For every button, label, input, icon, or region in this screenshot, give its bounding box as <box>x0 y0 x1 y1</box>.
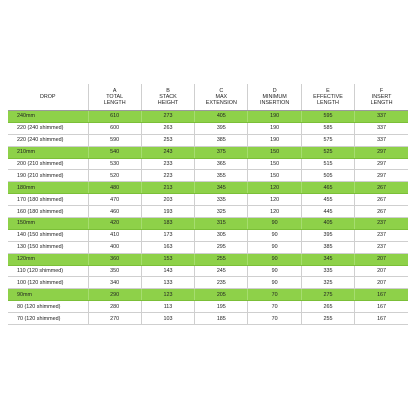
drop-cell: 210mm <box>8 146 88 158</box>
table-body <box>8 111 408 325</box>
column-header-stack-height <box>141 84 194 111</box>
column-header-line: A <box>112 88 117 94</box>
value-cell-insert-length: 207 <box>355 277 408 289</box>
table-row <box>8 194 408 206</box>
value-cell-effective-length: 465 <box>301 182 354 194</box>
value-cell-insert-length: 237 <box>355 229 408 241</box>
table-row <box>8 122 408 134</box>
value-cell-minimum-insertion: 150 <box>248 170 301 182</box>
value-cell-stack-height: 183 <box>141 218 194 230</box>
drop-cell: 240mm <box>8 111 88 123</box>
value-cell-stack-height: 103 <box>141 313 194 325</box>
table-row <box>8 301 408 313</box>
value-cell-max-extension: 205 <box>195 289 248 301</box>
value-cell-stack-height: 253 <box>141 134 194 146</box>
value-cell-insert-length: 267 <box>355 182 408 194</box>
drop-cell: 190 (210 shimmed) <box>8 170 88 182</box>
value-cell-total-length: 480 <box>88 182 141 194</box>
value-cell-effective-length: 255 <box>301 313 354 325</box>
value-cell-stack-height: 263 <box>141 122 194 134</box>
drop-cell: 100 (120 shimmed) <box>8 277 88 289</box>
value-cell-stack-height: 153 <box>141 253 194 265</box>
value-cell-max-extension: 305 <box>195 229 248 241</box>
drop-cell: 160 (180 shimmed) <box>8 206 88 218</box>
table-row <box>8 277 408 289</box>
value-cell-minimum-insertion: 120 <box>248 206 301 218</box>
column-header-drop <box>8 84 88 111</box>
column-header-insert-length <box>355 84 408 111</box>
value-cell-stack-height: 163 <box>141 241 194 253</box>
table-row <box>8 241 408 253</box>
value-cell-stack-height: 273 <box>141 111 194 123</box>
dropper-size-table <box>8 84 408 325</box>
value-cell-total-length: 270 <box>88 313 141 325</box>
value-cell-minimum-insertion: 190 <box>248 122 301 134</box>
column-header-line: DROP <box>39 94 56 100</box>
column-header-line: D <box>272 88 277 94</box>
value-cell-stack-height: 243 <box>141 146 194 158</box>
value-cell-total-length: 290 <box>88 289 141 301</box>
value-cell-max-extension: 335 <box>195 194 248 206</box>
column-header-line: HEIGHT <box>157 100 179 106</box>
drop-cell: 140 (150 shimmed) <box>8 229 88 241</box>
value-cell-stack-height: 213 <box>141 182 194 194</box>
value-cell-total-length: 280 <box>88 301 141 313</box>
value-cell-total-length: 460 <box>88 206 141 218</box>
value-cell-total-length: 470 <box>88 194 141 206</box>
value-cell-total-length: 400 <box>88 241 141 253</box>
value-cell-minimum-insertion: 190 <box>248 111 301 123</box>
value-cell-stack-height: 203 <box>141 194 194 206</box>
value-cell-effective-length: 275 <box>301 289 354 301</box>
value-cell-effective-length: 515 <box>301 158 354 170</box>
value-cell-total-length: 590 <box>88 134 141 146</box>
value-cell-stack-height: 113 <box>141 301 194 313</box>
drop-cell: 70 (120 shimmed) <box>8 313 88 325</box>
value-cell-effective-length: 405 <box>301 218 354 230</box>
value-cell-minimum-insertion: 90 <box>248 218 301 230</box>
table-header <box>8 84 408 111</box>
value-cell-insert-length: 337 <box>355 122 408 134</box>
value-cell-max-extension: 195 <box>195 301 248 313</box>
column-header-line: TOTAL <box>106 94 124 100</box>
value-cell-total-length: 360 <box>88 253 141 265</box>
value-cell-total-length: 410 <box>88 229 141 241</box>
column-header-line: STACK <box>159 94 177 100</box>
value-cell-total-length: 610 <box>88 111 141 123</box>
column-header-line: B <box>166 88 170 94</box>
value-cell-minimum-insertion: 70 <box>248 289 301 301</box>
column-header-max-extension <box>195 84 248 111</box>
value-cell-max-extension: 295 <box>195 241 248 253</box>
table-row-group <box>8 289 408 301</box>
value-cell-max-extension: 185 <box>195 313 248 325</box>
drop-cell: 120mm <box>8 253 88 265</box>
value-cell-minimum-insertion: 70 <box>248 313 301 325</box>
value-cell-insert-length: 297 <box>355 170 408 182</box>
value-cell-insert-length: 237 <box>355 241 408 253</box>
value-cell-minimum-insertion: 190 <box>248 134 301 146</box>
value-cell-effective-length: 595 <box>301 111 354 123</box>
value-cell-minimum-insertion: 90 <box>248 253 301 265</box>
value-cell-minimum-insertion: 70 <box>248 301 301 313</box>
value-cell-insert-length: 167 <box>355 313 408 325</box>
table-row-group <box>8 111 408 123</box>
value-cell-total-length: 520 <box>88 170 141 182</box>
value-cell-insert-length: 167 <box>355 289 408 301</box>
value-cell-total-length: 600 <box>88 122 141 134</box>
value-cell-minimum-insertion: 90 <box>248 265 301 277</box>
value-cell-max-extension: 385 <box>195 134 248 146</box>
value-cell-max-extension: 235 <box>195 277 248 289</box>
column-header-effective-length <box>301 84 354 111</box>
table-row <box>8 134 408 146</box>
value-cell-max-extension: 325 <box>195 206 248 218</box>
table-row <box>8 158 408 170</box>
column-header-minimum-insertion <box>248 84 301 111</box>
drop-cell: 90mm <box>8 289 88 301</box>
value-cell-stack-height: 173 <box>141 229 194 241</box>
header-row <box>8 84 408 111</box>
value-cell-stack-height: 133 <box>141 277 194 289</box>
column-header-line: INSERTION <box>260 100 290 106</box>
column-header-line: E <box>326 88 330 94</box>
drop-cell: 220 (240 shimmed) <box>8 122 88 134</box>
column-header-line: EFFECTIVE <box>313 94 343 100</box>
value-cell-effective-length: 325 <box>301 277 354 289</box>
column-header-total-length <box>88 84 141 111</box>
value-cell-max-extension: 365 <box>195 158 248 170</box>
value-cell-insert-length: 237 <box>355 218 408 230</box>
table-row <box>8 206 408 218</box>
value-cell-effective-length: 585 <box>301 122 354 134</box>
value-cell-effective-length: 525 <box>301 146 354 158</box>
value-cell-effective-length: 505 <box>301 170 354 182</box>
value-cell-total-length: 420 <box>88 218 141 230</box>
value-cell-insert-length: 167 <box>355 301 408 313</box>
drop-cell: 220 (240 shimmed) <box>8 134 88 146</box>
column-header-line: MINIMUM <box>262 94 287 100</box>
column-header-line: C <box>219 88 224 94</box>
value-cell-minimum-insertion: 90 <box>248 241 301 253</box>
table-row <box>8 313 408 325</box>
drop-cell: 110 (120 shimmed) <box>8 265 88 277</box>
value-cell-max-extension: 405 <box>195 111 248 123</box>
value-cell-total-length: 530 <box>88 158 141 170</box>
value-cell-minimum-insertion: 150 <box>248 158 301 170</box>
value-cell-stack-height: 143 <box>141 265 194 277</box>
drop-cell: 130 (150 shimmed) <box>8 241 88 253</box>
column-header-line: F <box>379 88 384 94</box>
value-cell-minimum-insertion: 120 <box>248 182 301 194</box>
value-cell-insert-length: 207 <box>355 253 408 265</box>
value-cell-max-extension: 245 <box>195 265 248 277</box>
value-cell-insert-length: 297 <box>355 146 408 158</box>
table-row <box>8 229 408 241</box>
dropper-size-table-container <box>8 84 408 325</box>
value-cell-max-extension: 355 <box>195 170 248 182</box>
value-cell-insert-length: 297 <box>355 158 408 170</box>
value-cell-max-extension: 395 <box>195 122 248 134</box>
value-cell-max-extension: 315 <box>195 218 248 230</box>
drop-cell: 180mm <box>8 182 88 194</box>
value-cell-insert-length: 267 <box>355 206 408 218</box>
drop-cell: 80 (120 shimmed) <box>8 301 88 313</box>
column-header-line: LENGTH <box>370 100 393 106</box>
column-header-line: LENGTH <box>103 100 126 106</box>
value-cell-effective-length: 345 <box>301 253 354 265</box>
value-cell-minimum-insertion: 150 <box>248 146 301 158</box>
value-cell-stack-height: 223 <box>141 170 194 182</box>
table-row-group <box>8 182 408 194</box>
value-cell-insert-length: 267 <box>355 194 408 206</box>
value-cell-effective-length: 265 <box>301 301 354 313</box>
column-header-line: INSERT <box>371 94 392 100</box>
value-cell-effective-length: 575 <box>301 134 354 146</box>
value-cell-minimum-insertion: 90 <box>248 229 301 241</box>
value-cell-minimum-insertion: 120 <box>248 194 301 206</box>
value-cell-minimum-insertion: 90 <box>248 277 301 289</box>
column-header-line: EXTENSION <box>205 100 237 106</box>
column-header-line: LENGTH <box>317 100 339 106</box>
drop-cell: 150mm <box>8 218 88 230</box>
value-cell-effective-length: 445 <box>301 206 354 218</box>
table-row <box>8 265 408 277</box>
value-cell-effective-length: 385 <box>301 241 354 253</box>
value-cell-effective-length: 395 <box>301 229 354 241</box>
value-cell-max-extension: 375 <box>195 146 248 158</box>
value-cell-insert-length: 337 <box>355 111 408 123</box>
value-cell-total-length: 540 <box>88 146 141 158</box>
value-cell-insert-length: 207 <box>355 265 408 277</box>
table-row-group <box>8 146 408 158</box>
value-cell-effective-length: 455 <box>301 194 354 206</box>
value-cell-effective-length: 335 <box>301 265 354 277</box>
value-cell-total-length: 350 <box>88 265 141 277</box>
value-cell-insert-length: 337 <box>355 134 408 146</box>
value-cell-stack-height: 123 <box>141 289 194 301</box>
value-cell-stack-height: 193 <box>141 206 194 218</box>
table-row <box>8 170 408 182</box>
column-header-line: MAX <box>215 94 228 100</box>
drop-cell: 200 (210 shimmed) <box>8 158 88 170</box>
drop-cell: 170 (180 shimmed) <box>8 194 88 206</box>
table-row-group <box>8 253 408 265</box>
value-cell-stack-height: 233 <box>141 158 194 170</box>
table-row-group <box>8 218 408 230</box>
value-cell-total-length: 340 <box>88 277 141 289</box>
value-cell-max-extension: 255 <box>195 253 248 265</box>
value-cell-max-extension: 345 <box>195 182 248 194</box>
